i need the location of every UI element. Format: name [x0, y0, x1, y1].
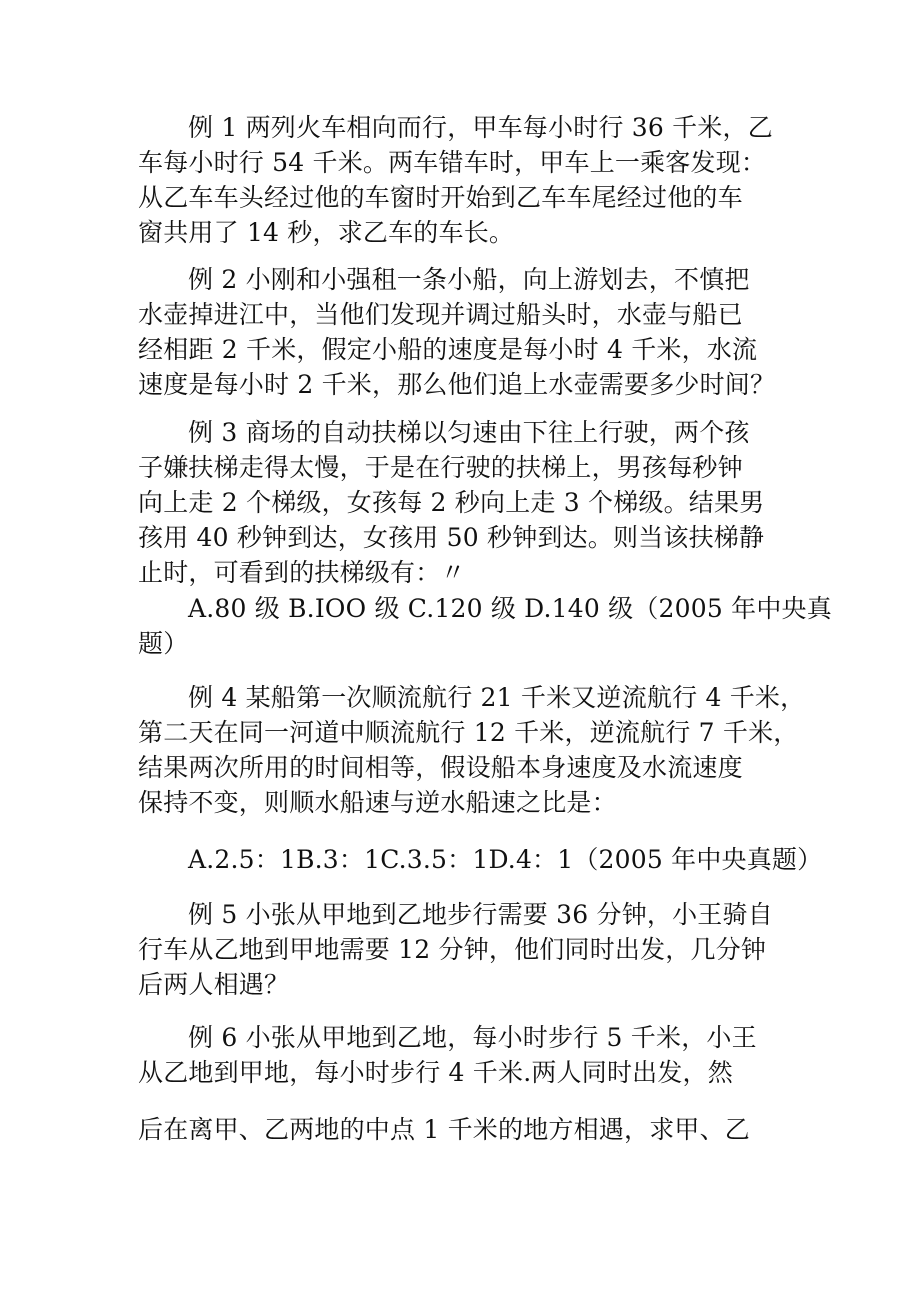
ex1-line-4: 窗共用了 14 秒，求乙车的车长。	[138, 218, 515, 247]
ex5-line-1: 例 5 小张从甲地到乙地步行需要 36 分钟，小王骑自	[188, 900, 773, 929]
ex3-line-4: 孩用 40 秒钟到达，女孩用 50 秒钟到达。则当该扶梯静	[138, 523, 765, 552]
ex2-line-4: 速度是每小时 2 千米，那么他们追上水壶需要多少时间？	[138, 370, 776, 399]
ex2-line-1: 例 2 小刚和小强租一条小船，向上游划去，不慎把	[188, 265, 750, 294]
ex4-line-1: 例 4 某船第一次顺流航行 21 千米又逆流航行 4 千米，	[188, 683, 806, 712]
ex3-line-2: 子嫌扶梯走得太慢，于是在行驶的扶梯上，男孩每秒钟	[138, 453, 743, 482]
ex3-options-line: A.80 级 B.IOO 级 C.120 级 D.140 级（2005 年中央真	[188, 594, 832, 623]
ex3-line-1: 例 3 商场的自动扶梯以匀速由下往上行驶，两个孩	[188, 418, 750, 447]
ex2-line-3: 经相距 2 千米，假定小船的速度是每小时 4 千米，水流	[138, 335, 758, 364]
ex3-line-3: 向上走 2 个梯级，女孩每 2 秒向上走 3 个梯级。结果男	[138, 488, 765, 517]
ex4-options-line: A.2.5：1B.3：1C.3.5：1D.4：1（2005 年中央真题）	[188, 845, 823, 874]
ex3-options-line-2: 题）	[138, 629, 189, 658]
ex4-line-3: 结果两次所用的时间相等，假设船本身速度及水流速度	[138, 753, 743, 782]
ex4-line-2: 第二天在同一河道中顺流航行 12 千米，逆流航行 7 千米，	[138, 718, 799, 747]
ex6-line-2: 从乙地到甲地，每小时步行 4 千米.两人同时出发，然	[138, 1058, 733, 1087]
ex1-line-3: 从乙车车头经过他的车窗时开始到乙车车尾经过他的车	[138, 183, 743, 212]
ex5-line-2: 行车从乙地到甲地需要 12 分钟，他们同时出发，几分钟	[138, 935, 767, 964]
ex1-line-2: 车每小时行 54 千米。两车错车时，甲车上一乘客发现：	[138, 148, 767, 177]
ex5-line-3: 后两人相遇？	[138, 970, 290, 999]
ex1-line-1: 例 1 两列火车相向而行，甲车每小时行 36 千米，乙	[188, 113, 773, 142]
ex4-line-4: 保持不变，则顺水船速与逆水船速之比是：	[138, 788, 617, 817]
ex6-line-3: 后在离甲、乙两地的中点 1 千米的地方相遇，求甲、乙	[138, 1115, 751, 1144]
ex6-line-1: 例 6 小张从甲地到乙地，每小时步行 5 千米，小王	[188, 1023, 757, 1052]
ex3-line-5: 止时，可看到的扶梯级有：〃	[138, 558, 466, 587]
ex2-line-2: 水壶掉进江中，当他们发现并调过船头时，水壶与船已	[138, 300, 743, 329]
